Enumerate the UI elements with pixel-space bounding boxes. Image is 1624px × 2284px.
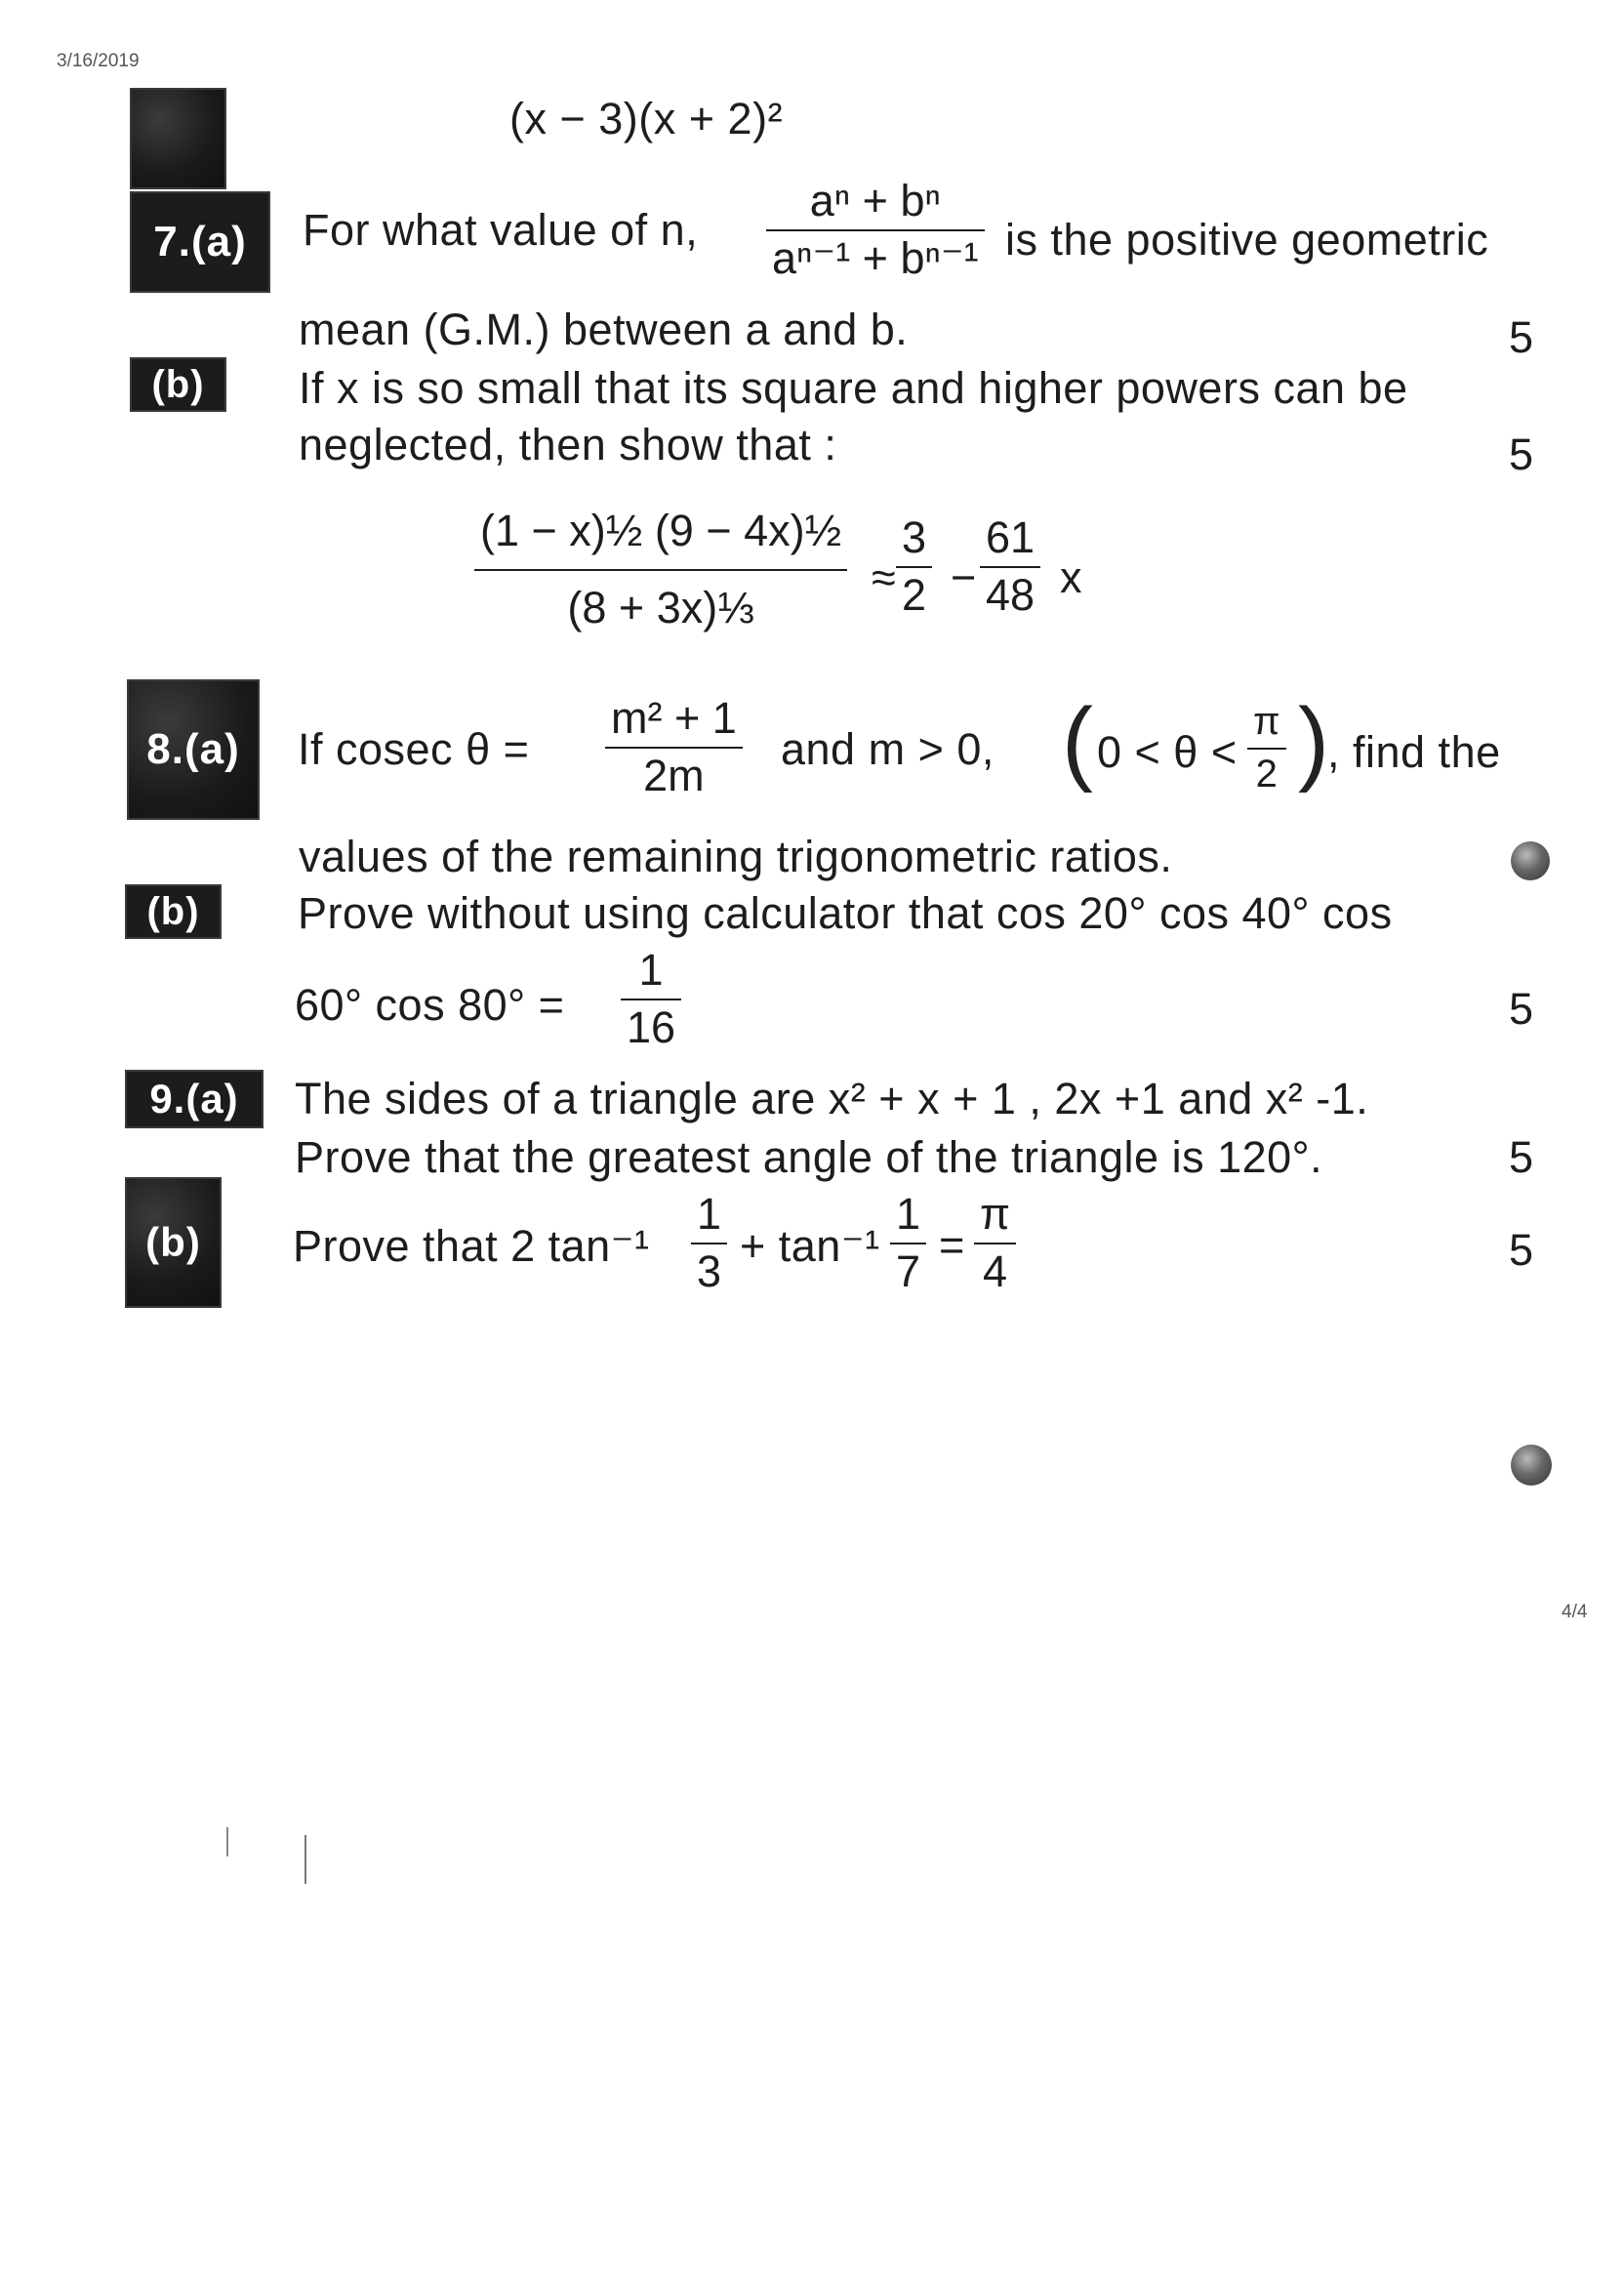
q8a-line2: values of the remaining trigonometric ratios.: [299, 832, 1173, 881]
q8a-prefix: If cosec θ =: [298, 724, 530, 774]
scan-hole-mark: [1511, 841, 1550, 880]
q8a-range-fraction: [1247, 701, 1286, 795]
q8b-marks: 5: [1509, 984, 1534, 1034]
q7a-fraction: [766, 178, 985, 282]
q7a-marks: 5: [1509, 312, 1534, 362]
q7b-f1-num: 3: [902, 512, 927, 562]
q8b-frac-den: 16: [627, 1002, 676, 1053]
q9b-frac-pi-4: [974, 1191, 1016, 1295]
q9b-f3-num: π: [980, 1189, 1011, 1239]
q7b-line1: If x is so small that its square and higher powers can be: [299, 363, 1408, 413]
q8b-badge: (b): [127, 886, 220, 937]
print-date: 3/16/2019: [57, 51, 140, 71]
q9b-marks: 5: [1509, 1225, 1534, 1275]
q9b-frac-1-7: [890, 1191, 926, 1295]
q8a-fraction: [605, 695, 743, 799]
q7b-var: x: [1060, 552, 1082, 602]
q7b-minus: −: [951, 552, 977, 602]
scan-speck: [304, 1835, 306, 1884]
q9b-prefix: Prove that 2 tan⁻¹: [293, 1221, 650, 1271]
q8a-mid: and m > 0,: [781, 724, 995, 774]
q8b-line2: 60° cos 80° =: [295, 980, 565, 1030]
fraction-bar: [474, 569, 847, 571]
q7a-frac-den: aⁿ⁻¹ + bⁿ⁻¹: [772, 233, 979, 284]
q7b-f1-den: 2: [902, 570, 927, 621]
q9b-f2-num: 1: [896, 1189, 921, 1239]
q8b-frac-num: 1: [638, 945, 664, 995]
q8b-line1: Prove without using calculator that cos 20° cos 40° cos: [298, 888, 1393, 938]
q8a-range-den: 2: [1255, 753, 1278, 795]
q8a-range-num: π: [1253, 700, 1280, 743]
q7a-prefix: For what value of n,: [303, 205, 699, 255]
right-paren: ): [1298, 689, 1329, 794]
q7b-numerator: (1 − x)½ (9 − 4x)½: [480, 506, 842, 555]
q8a-suffix: , find the: [1327, 727, 1501, 777]
fraction-bar: [974, 1243, 1016, 1244]
fraction-bar: [766, 229, 985, 231]
fraction-bar: [980, 566, 1040, 568]
q9b-badge: (b): [127, 1179, 220, 1306]
q8b-fraction: [621, 947, 681, 1051]
q7a-frac-num: aⁿ + bⁿ: [809, 176, 941, 225]
q7b-line2: neglected, then show that :: [299, 420, 837, 469]
q7a-badge: 7.(a): [132, 193, 268, 291]
fraction-bar: [1247, 748, 1286, 750]
q9b-f1-num: 1: [697, 1189, 722, 1239]
left-paren: (: [1062, 689, 1093, 794]
q9b-f3-den: 4: [983, 1246, 1008, 1297]
q7a-suffix: is the positive geometric: [1005, 215, 1489, 265]
q8a-range-left: 0 < θ <: [1097, 727, 1238, 777]
q7b-frac-3-2: [896, 514, 932, 619]
fraction-bar: [621, 999, 681, 1000]
cut-badge: [132, 90, 224, 187]
q7b-lhs-fraction: [474, 508, 847, 632]
q7b-frac-61-48: [980, 514, 1040, 619]
q8a-badge: 8.(a): [129, 681, 258, 818]
top-expression: (x − 3)(x + 2)²: [509, 94, 784, 143]
q9b-eq: =: [939, 1220, 965, 1270]
q9b-frac-1-3: [691, 1191, 727, 1295]
q9b-f1-den: 3: [697, 1246, 722, 1297]
q7b-badge: (b): [132, 359, 224, 410]
q7a-line2: mean (G.M.) between a and b.: [299, 305, 909, 354]
q7b-approx: ≈: [872, 552, 897, 602]
fraction-bar: [890, 1243, 926, 1244]
q9b-plus: + tan⁻¹: [740, 1221, 880, 1271]
q9a-line1: The sides of a triangle are x² + x + 1 , 2x +1 and x² -1.: [295, 1074, 1369, 1123]
q9a-badge: 9.(a): [127, 1072, 262, 1126]
q7b-f2-num: 61: [986, 512, 1035, 562]
q9a-line2: Prove that the greatest angle of the triangle is 120°.: [295, 1132, 1323, 1182]
fraction-bar: [605, 747, 743, 749]
fraction-bar: [896, 566, 932, 568]
q7b-f2-den: 48: [986, 570, 1035, 621]
page-number: 4/4: [1562, 1602, 1588, 1622]
q8a-frac-den: 2m: [643, 751, 705, 801]
q7b-marks: 5: [1509, 429, 1534, 479]
q9b-f2-den: 7: [896, 1246, 921, 1297]
q7b-denominator: (8 + 3x)⅓: [567, 583, 754, 633]
q8a-frac-num: m² + 1: [611, 693, 737, 743]
q9a-marks: 5: [1509, 1132, 1534, 1182]
scan-hole-mark: [1511, 1445, 1552, 1486]
fraction-bar: [691, 1243, 727, 1244]
scan-speck: [226, 1827, 228, 1856]
